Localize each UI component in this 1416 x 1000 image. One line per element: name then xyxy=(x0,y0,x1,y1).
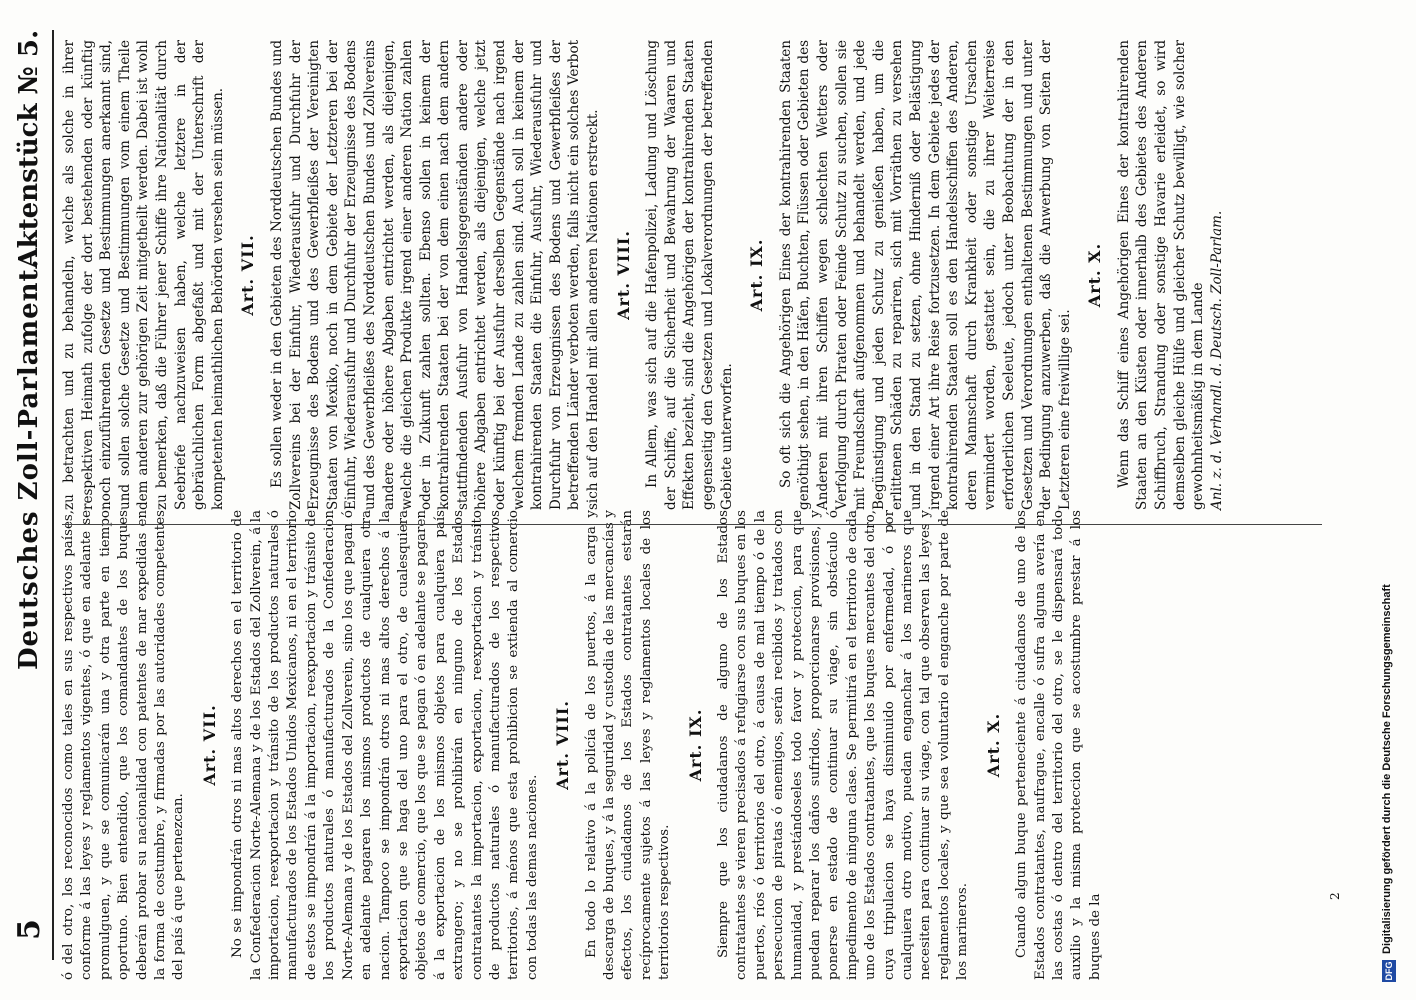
footer-credit: Digitalisierung gefördert durch die Deutsche Forschungsgemeinschaft xyxy=(1381,584,1393,954)
spanish-paragraph-intro: ó del otro, los reconocidos como tales en sus respectivos países, conforme á las leyes y reglamentos vigentes, ó que en adelante se promulguen, y que se comunicarán una y otra parte en tiempo oportuno. Bien entendido, que los comandantes de los buques deberán probar su nacionalidad con patentes de mar expedidas en la forma de costumbre, y firmadas por las autoridades competentes del país á que pertenezcan. xyxy=(61,510,187,980)
spanish-art8-heading: Art. VIII. xyxy=(553,700,573,790)
german-art9-heading: Art. IX. xyxy=(747,238,767,312)
spanish-art7-text: No se impondrán otros ni mas altos derechos en el territorio de la Confederacion Norte-Alemana y de los Estados del Zollverein, á la importacion, reexportacion y tránsito de los productos naturales ó manufacturados de los Estados Unidos Mexicanos, ni en el territorio de estos se impondrán á la importacion, reexportacion y tránsito de los productos naturales ó manufacturados de la Confederacion Norte-Alemana y de los Estados del Zollverein, sino los que pagan ó en adelante pagaren los mismos productos de cualquiera otra nacion. Tampoco se impondrán otros ni mas altos derechos á la exportacion que se haga del uno para el otro, de cualesquiera objetos de comercio, que los que se pagan ó en adelante se pagaren á la exportacion de los mismos objetos para cualquiera país extrangero; y no se prohibirán en ninguno de los Estados contratantes la importacion, exportacion, reexportacion y tránsito de productos naturales ó manufacturados de los respectivos territorios, á ménos que esta prohibicion se extienda al comercio con todas las demas naciones. xyxy=(230,510,540,980)
german-art9-text: So oft sich die Angehörigen Eines der kontrahirenden Staaten genöthigt sehen, in den Häfen, Buchten, Flüssen oder Gebieten des Anderen mit ihren Schiffen wegen schlechten Wetters oder Verfolgung durch Piraten oder Feinde Schutz zu suchen, sollen sie mit Freundschaft aufgenommen und behandelt werden, und jede Begünstigung und jeden Schutz zu genießen haben, um die erlittenen Schäden zu repariren, sich mit Vorräthen zu versehen und in den Stand zu setzen, ohne Hinderniß oder Belästigung irgend einer Art ihre Reise fortzusetzen. In dem Gebiete jedes der kontrahirenden Staaten soll es den Handelsschiffen des Anderen, deren Mannschaft durch Krankheit oder sonstige Ursachen vermindert worden, gestattet sein, die zu ihrer Weiterreise erforderlichen Seeleute, jedoch unter Beobachtung der in den Gesetzen und Verordnungen enthaltenen Bestimmungen und unter der Bedingung anzuwerben, daß die Anwerbung von Seiten der Letzteren eine freiwillige sei. xyxy=(777,40,1073,510)
german-art7-text: Es sollen weder in den Gebieten des Norddeutschen Bundes und Zollvereins bei der Einfuhr, Wiederausfuhr und Durchfuhr der Erzeugnisse des Bodens und des Gewerbfleißes der Vereinigten Staaten von Mexiko, noch in dem Gebiete der Letzteren bei der Einfuhr, Wiederausfuhr und Durchfuhr der Erzeugnisse des Bodens und des Gewerbfleißes des Norddeutschen Bundes und Zollvereins andere oder höhere Abgaben entrichtet werden, als diejenigen, welche die gleichen Produkte irgend einer anderen Nation zahlen oder in Zukunft zahlen sollten. Ebenso sollen in keinem der kontrahirenden Staaten bei der von dem einen nach dem andern stattfindenden Ausfuhr von Handelsgegenständen andere oder höhere Abgaben entrichtet werden, als diejenigen, welche jetzt oder künftig bei der Ausfuhr derselben Gegenstände nach irgend welchem fremden Lande zu zahlen sind. Auch soll in keinem der kontrahirenden Staaten die Einfuhr, Ausfuhr, Wiederausfuhr und Durchfuhr von Erzeugnissen des Bodens und Gewerbfleißes der betreffenden Länder verboten werden, falls nicht ein solches Verbot sich auf den Handel mit allen anderen Nationen erstreckt. xyxy=(268,40,602,510)
column-divider xyxy=(62,524,1322,525)
spanish-art9-text: Siempre que los ciudadanos de alguno de los Estados contratantes se vieren precisados á refugiarse con sus buques en los puertos, ríos ó territorios del otro, á causa de mal tiempo ó de la persecucion de piratas ó enemigos, serán recibidos y tratados con humanidad, y prestándoseles todo favor y proteccion, para que puedan reparar los daños sufridos, proporcionarse provisiones, y ponerse en estado de continuar su viage, sin obstáculo ó impedimento de ninguna clase. Se permitirá en el territorio de cada uno de los Estados contratantes, que los buques mercantes del otro, cuya tripulacion se haya disminuido por enfermedad, ó por cualquiera otro motivo, puedan enganchar á los marineros que necesiten para continuar su viage, con tal que observen las leyes y reglamentos locales, y que sea voluntario el enganche por parte de los marineros. xyxy=(716,510,971,980)
spanish-art9-heading: Art. IX. xyxy=(685,708,705,782)
document-number: Aktenstück № 5. xyxy=(14,30,44,269)
spanish-art8-text: En todo lo relativo á la policía de los puertos, á la carga y descarga de buques, y á la seguridad y custodia de las mercancías y efectos, los ciudadanos de los Estados contratantes estarán recíprocamente sujetos á las leyes y reglamentos locales de los territorios respectivos. xyxy=(583,510,673,980)
publication-title: Deutsches Zoll-Parlament. xyxy=(14,258,44,670)
annex-signature: Anl. z. d. Verhandl. d. Deutsch. Zoll-Parlam. xyxy=(1208,210,1225,510)
german-art8-text: In Allem, was sich auf die Hafenpolizei, Ladung und Löschung der Schiffe, auf die Sicherheit und Bewahrung der Waaren und Effekten bezieht, sind die Angehörigen der kontrahirenden Staaten gegenseitig den Gesetzen und Lokalverordnungen der betreffenden Gebiete unterworfen. xyxy=(644,40,735,510)
page-number: 5 xyxy=(12,919,47,940)
page-header xyxy=(8,0,48,1000)
german-column xyxy=(60,40,1226,510)
dfg-logo: DFG xyxy=(1384,961,1394,981)
spanish-art7-heading: Art. VII. xyxy=(199,704,219,786)
digitization-footer xyxy=(1378,0,1408,1000)
german-art10-text: Wenn das Schiff eines Angehörigen Eines der kontrahirenden Staaten an den Küsten oder innerhalb des Gebietes des Anderen Schiffbruch, Strandung oder sonstige Havarie erleidet, so wird demselben gleiche Hülfe und gleicher Schutz bewilligt, wie solcher gewohnheitsmäßig in dem Lande xyxy=(1115,40,1207,510)
spanish-art10-heading: Art. X. xyxy=(983,712,1003,778)
spanish-column xyxy=(60,510,1105,980)
german-art10-heading: Art. X. xyxy=(1085,242,1105,308)
spanish-art10-text: Cuando algun buque perteneciente á ciudadanos de uno de los Estados contratantes, naufrague, encalle ó sufra alguna avería en las costas ó dentro del territorio del otro, se le dispensará todo auxilio y la misma proteccion que se acostumbre prestar á los buques de la xyxy=(1014,510,1103,980)
german-art7-heading: Art. VII. xyxy=(238,234,258,316)
german-paragraph-intro: zu betrachten und zu behandeln, welche als solche in ihrer respektiven Heimath zufolge der dort bestehenden oder künftig noch einzuführenden Gesetze und Bestimmungen anerkannt sind, und sollen solche Gesetze und Bestimmungen vom einem Theile dem anderen zur gehörigen Zeit mitgetheilt werden. Dabei ist wohl zu bemerken, daß die Führer jener Schiffe ihre Nationalität durch Seebriefe nachzuweisen haben, welche letztere in der gebräuchlichen Form abgefaßt und mit der Unterschrift der kompetenten heimathlichen Behörden versehen sein müssen. xyxy=(61,40,226,510)
bottom-page-number: 2 xyxy=(1328,892,1342,900)
header-rule xyxy=(52,30,54,960)
german-art8-heading: Art. VIII. xyxy=(613,230,633,320)
